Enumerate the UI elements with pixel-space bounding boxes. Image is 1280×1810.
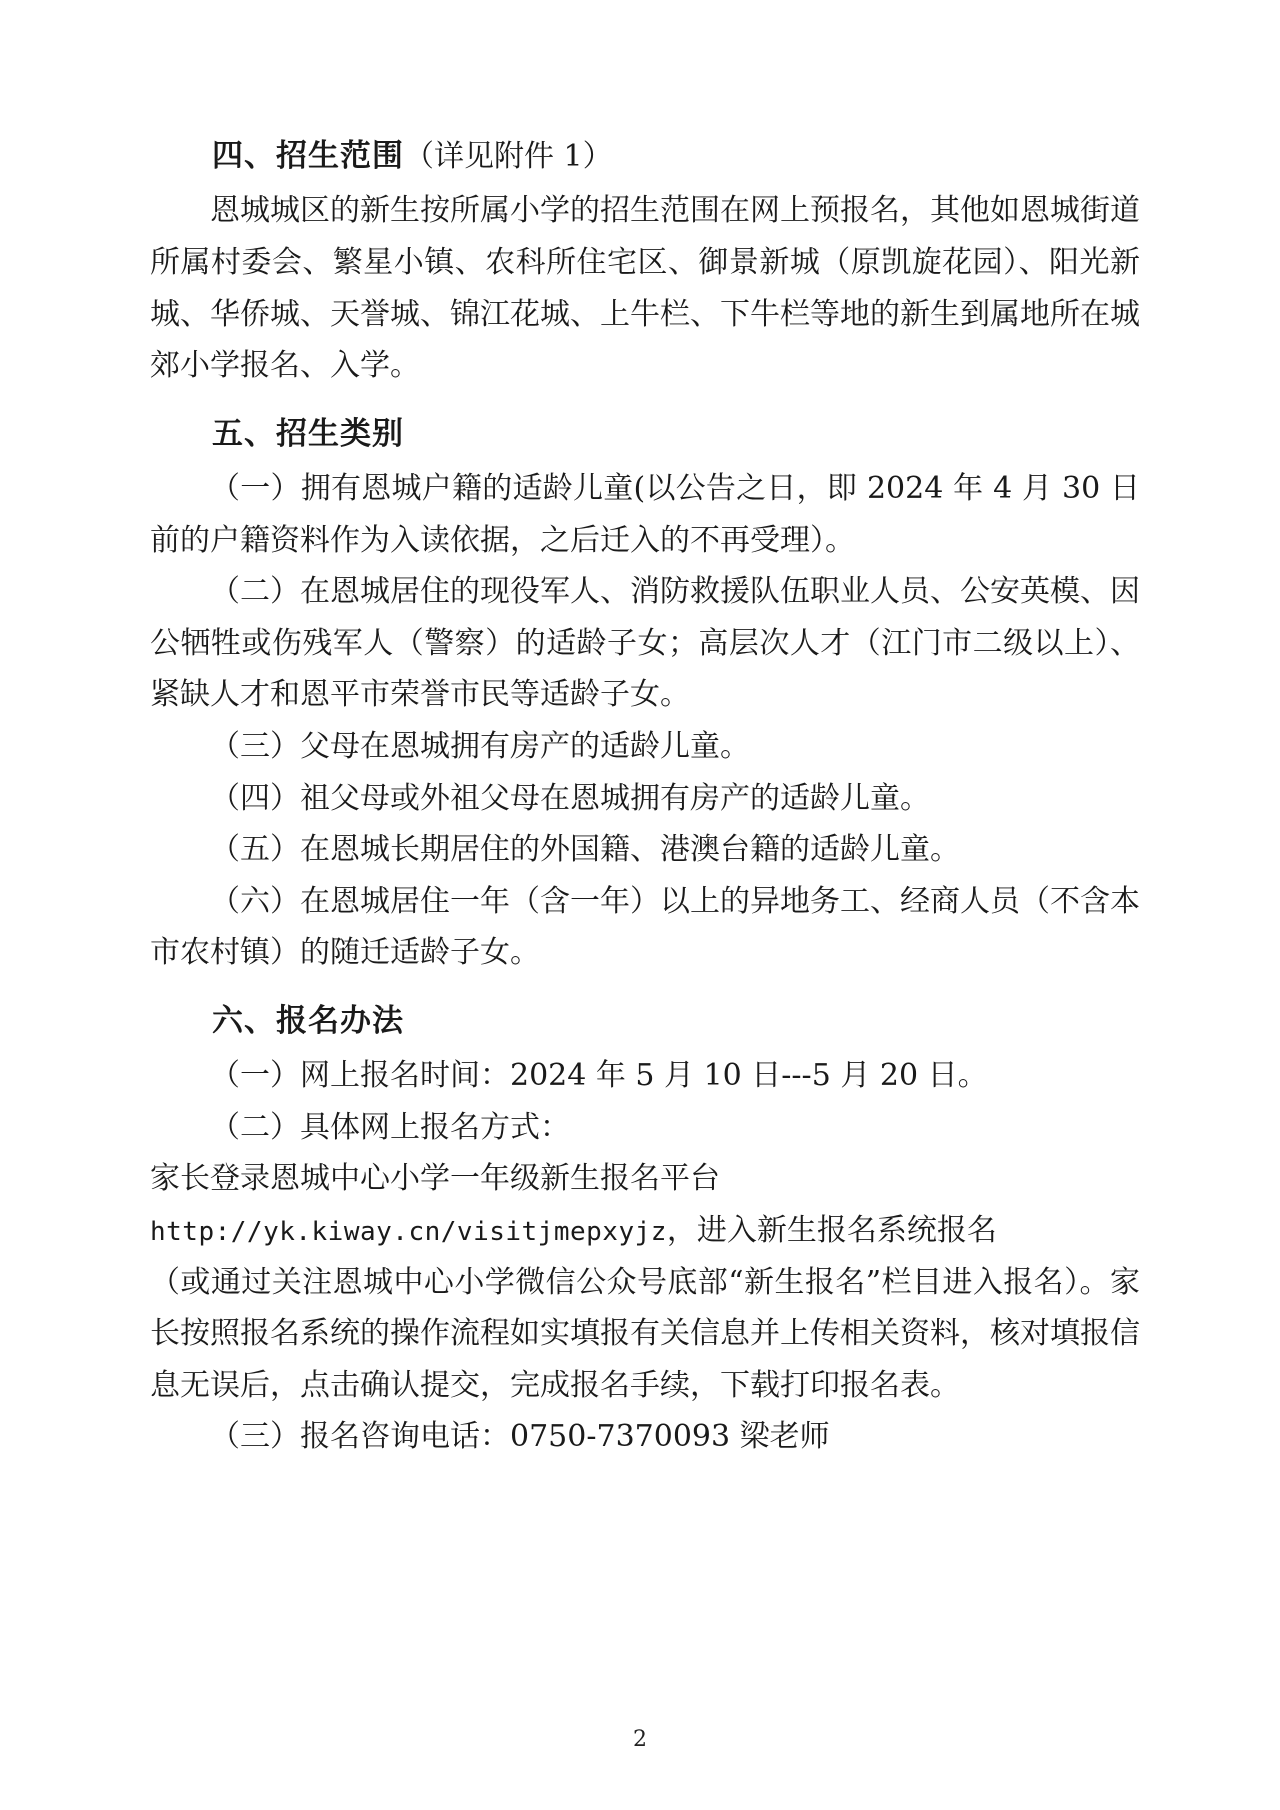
document-body [150, 130, 1140, 1463]
section-5-item-3: （三）父母在恩城拥有房产的适龄儿童。 [210, 728, 750, 764]
section-4-number: 四、 [212, 138, 276, 174]
section-6-number: 六、 [212, 1002, 276, 1039]
section-5-item-4: （四）祖父母或外祖父母在恩城拥有房产的适龄儿童。 [210, 780, 930, 816]
section-heading-4 [150, 130, 1140, 183]
page-number: 2 [633, 1727, 647, 1752]
section-5-item-1: （一）拥有恩城户籍的适龄儿童(以公告之日，即 2024 年 4 月 30 日前的户籍资料作为入读依据，之后迁入的不再受理）。 [150, 471, 1140, 558]
section-6-item-2: （二）具体网上报名方式： [210, 1109, 570, 1145]
section-6-title: 报名办法 [276, 1002, 404, 1039]
section-4-paragraph-1: 恩城城区的新生按所属小学的招生范围在网上预报名，其他如恩城街道所属村委会、繁星小镇、农科所住宅区、御景新城（原凯旋花园）、阳光新城、华侨城、天誉城、锦江花城、上牛栏、下牛栏等地的新生到属地所在城郊小学报名、入学。 [150, 193, 1140, 384]
registration-url-suffix: ，进入新生报名系统报名 [666, 1213, 997, 1249]
section-4-title: 招生范围 [276, 138, 404, 174]
section-5-item-6: （六）在恩城居住一年（含一年）以上的异地务工、经商人员（不含本市农村镇）的随迁适龄子女。 [150, 883, 1140, 971]
registration-platform-text: 家长登录恩城中心小学一年级新生报名平台 [150, 1161, 720, 1197]
registration-url-line [150, 1205, 1140, 1257]
section-5-item-5: （五）在恩城长期居住的外国籍、港澳台籍的适龄儿童。 [210, 832, 960, 868]
section-4-note: （详见附件 1） [404, 139, 613, 174]
section-6-item-1: （一）网上报名时间：2024 年 5 月 10 日---5 月 20 日。 [210, 1058, 988, 1094]
section-heading-5 [150, 408, 1140, 461]
section-5-title: 招生类别 [276, 415, 404, 452]
registration-url[interactable]: http://yk.kiway.cn/visitjmepxyjz [150, 1217, 667, 1248]
section-heading-6 [150, 995, 1140, 1048]
section-6-item-3: （三）报名咨询电话：0750-7370093 梁老师 [210, 1419, 830, 1455]
section-5-item-2: （二）在恩城居住的现役军人、消防救援队伍职业人员、公安英模、因公牺牲或伤残军人（警察）的适龄子女；高层次人才（江门市二级以上）、紧缺人才和恩平市荣誉市民等适龄子女。 [150, 574, 1140, 713]
registration-platform-line [150, 1153, 1140, 1205]
registration-continuation: （或通过关注恩城中心小学微信公众号底部“新生报名”栏目进入报名）。家长按照报名系统的操作流程如实填报有关信息并上传相关资料，核对填报信息无误后，点击确认提交，完成报名手续，下载打印报名表。 [150, 1264, 1140, 1403]
section-5-number: 五、 [212, 415, 276, 452]
